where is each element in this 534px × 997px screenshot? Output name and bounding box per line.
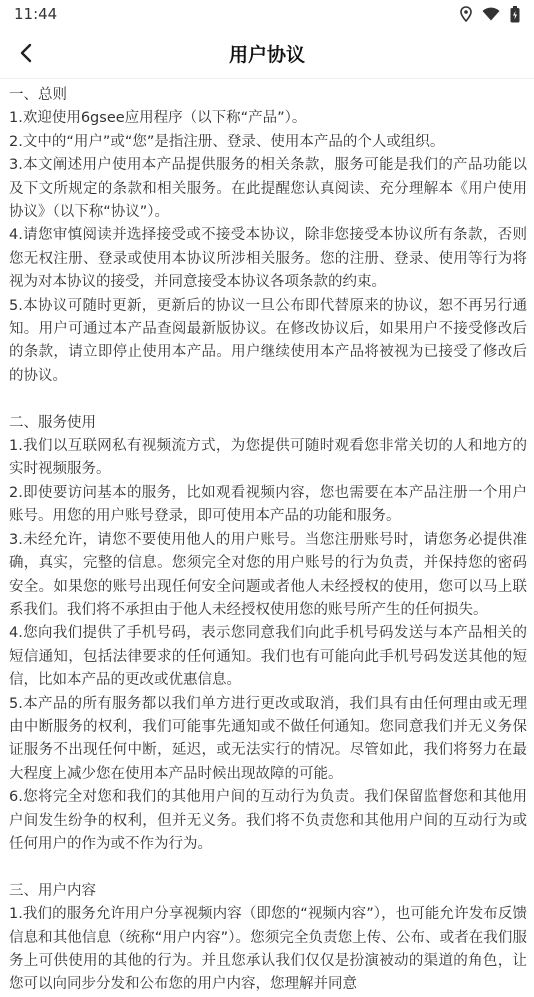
status-icons	[460, 6, 520, 23]
location-icon	[460, 6, 472, 22]
paragraph: 4.您向我们提供了手机号码，表示您同意我们向此手机号码发送与本产品相关的短信通知，包括法律要求的任何通知。我们也有可能向此手机号码发送其他的短信，比如本产品的更改或优惠信息。	[9, 625, 527, 689]
paragraph: 1.我们的服务允许用户分享视频内容（即您的“视频内容”），也可能允许发布反馈信息和其他信息（统称“用户内容”）。您须完全负责您上传、公布、或者在我们服务上可供使用的其他的行为。并且您承认我们仅仅是扮演被动的渠道的角色，让您可以向同步分发和公布您的用户内容，您理解并同意	[9, 906, 527, 993]
paragraph: 5.本产品的所有服务都以我们单方进行更改或取消，我们具有由任何理由或无理由中断服务的权利，我们可能事先通知或不做任何通知。您同意我们并无义务保证服务不出现任何中断，延迟，或无法实行的情况。尽管如此，我们将努力在最大程度上减少您在使用本产品时候出现故障的可能。	[9, 695, 527, 782]
section-user-content	[9, 880, 527, 997]
paragraph: 3.本文阐述用户使用本产品提供服务的相关条款，服务可能是我们的产品功能以及下文所规定的条款和相关服务。在此提醒您认真阅读、充分理解本《用户使用协议》（以下称“协议”）。	[9, 157, 527, 221]
paragraph: 1.我们以互联网私有视频流方式，为您提供可随时观看您非常关切的人和地方的实时视频服务。	[9, 438, 527, 478]
status-bar	[0, 0, 534, 28]
section-title: 一、总则	[9, 87, 67, 103]
paragraph: 5.本协议可随时更新，更新后的协议一旦公布即代替原来的协议，恕不再另行通知。用户可通过本产品查阅最新版协议。在修改协议后，如果用户不接受修改后的条款，请立即停止使用本产品。用户继续使用本产品将被视为已接受了修改后的协议。	[9, 297, 527, 384]
section-title: 二、服务使用	[9, 414, 96, 431]
wifi-icon	[482, 7, 500, 21]
paragraph: 1.欢迎使用6gsee应用程序（以下称“产品”）。	[9, 110, 307, 127]
paragraph: 2.即使要访问基本的服务，比如观看视频内容，您也需要在本产品注册一个用户账号。用您的用户账号登录，即可使用本产品的功能和服务。	[9, 484, 527, 525]
chevron-left-icon	[19, 43, 33, 63]
section-title: 三、用户内容	[9, 882, 96, 899]
status-time: 11:44	[14, 5, 58, 23]
paragraph: 6.您将完全对您和我们的其他用户间的互动行为负责。我们保留监督您和其他用户间发生纷争的权利，但并无义务。我们将不负责您和其他用户间的互动行为或任何用户的作为或不作为行为。	[9, 789, 527, 852]
section-general	[9, 84, 527, 388]
app-header	[0, 28, 534, 79]
paragraph: 2.文中的“用户”或“您”是指注册、登录、使用本产品的个人或组织。	[9, 133, 445, 150]
section-service-use	[9, 412, 527, 857]
back-button[interactable]	[10, 37, 42, 69]
paragraph: 4.请您审慎阅读并选择接受或不接受本协议，除非您接受本协议所有条款，否则您无权注册、登录或使用本协议所涉相关服务。您的注册、登录、使用等行为将视为对本协议的接受，并同意接受本协议各项条款的约束。	[9, 227, 527, 291]
paragraph: 3.未经允许，请您不要使用他人的用户账号。当您注册账号时，请您务必提供准确，真实，完整的信息。您须完全对您的用户账号的行为负责，并保持您的密码安全。如果您的账号出现任何安全问题或者他人未经授权的使用，您可以马上联系我们。我们将不承担由于他人未经授权使用您的账号所产生的任何损失。	[9, 531, 527, 618]
page-title: 用户协议	[228, 43, 305, 66]
section-spacer	[9, 388, 527, 411]
section-spacer	[9, 856, 527, 879]
battery-icon	[510, 6, 520, 23]
agreement-content[interactable]	[9, 84, 527, 993]
